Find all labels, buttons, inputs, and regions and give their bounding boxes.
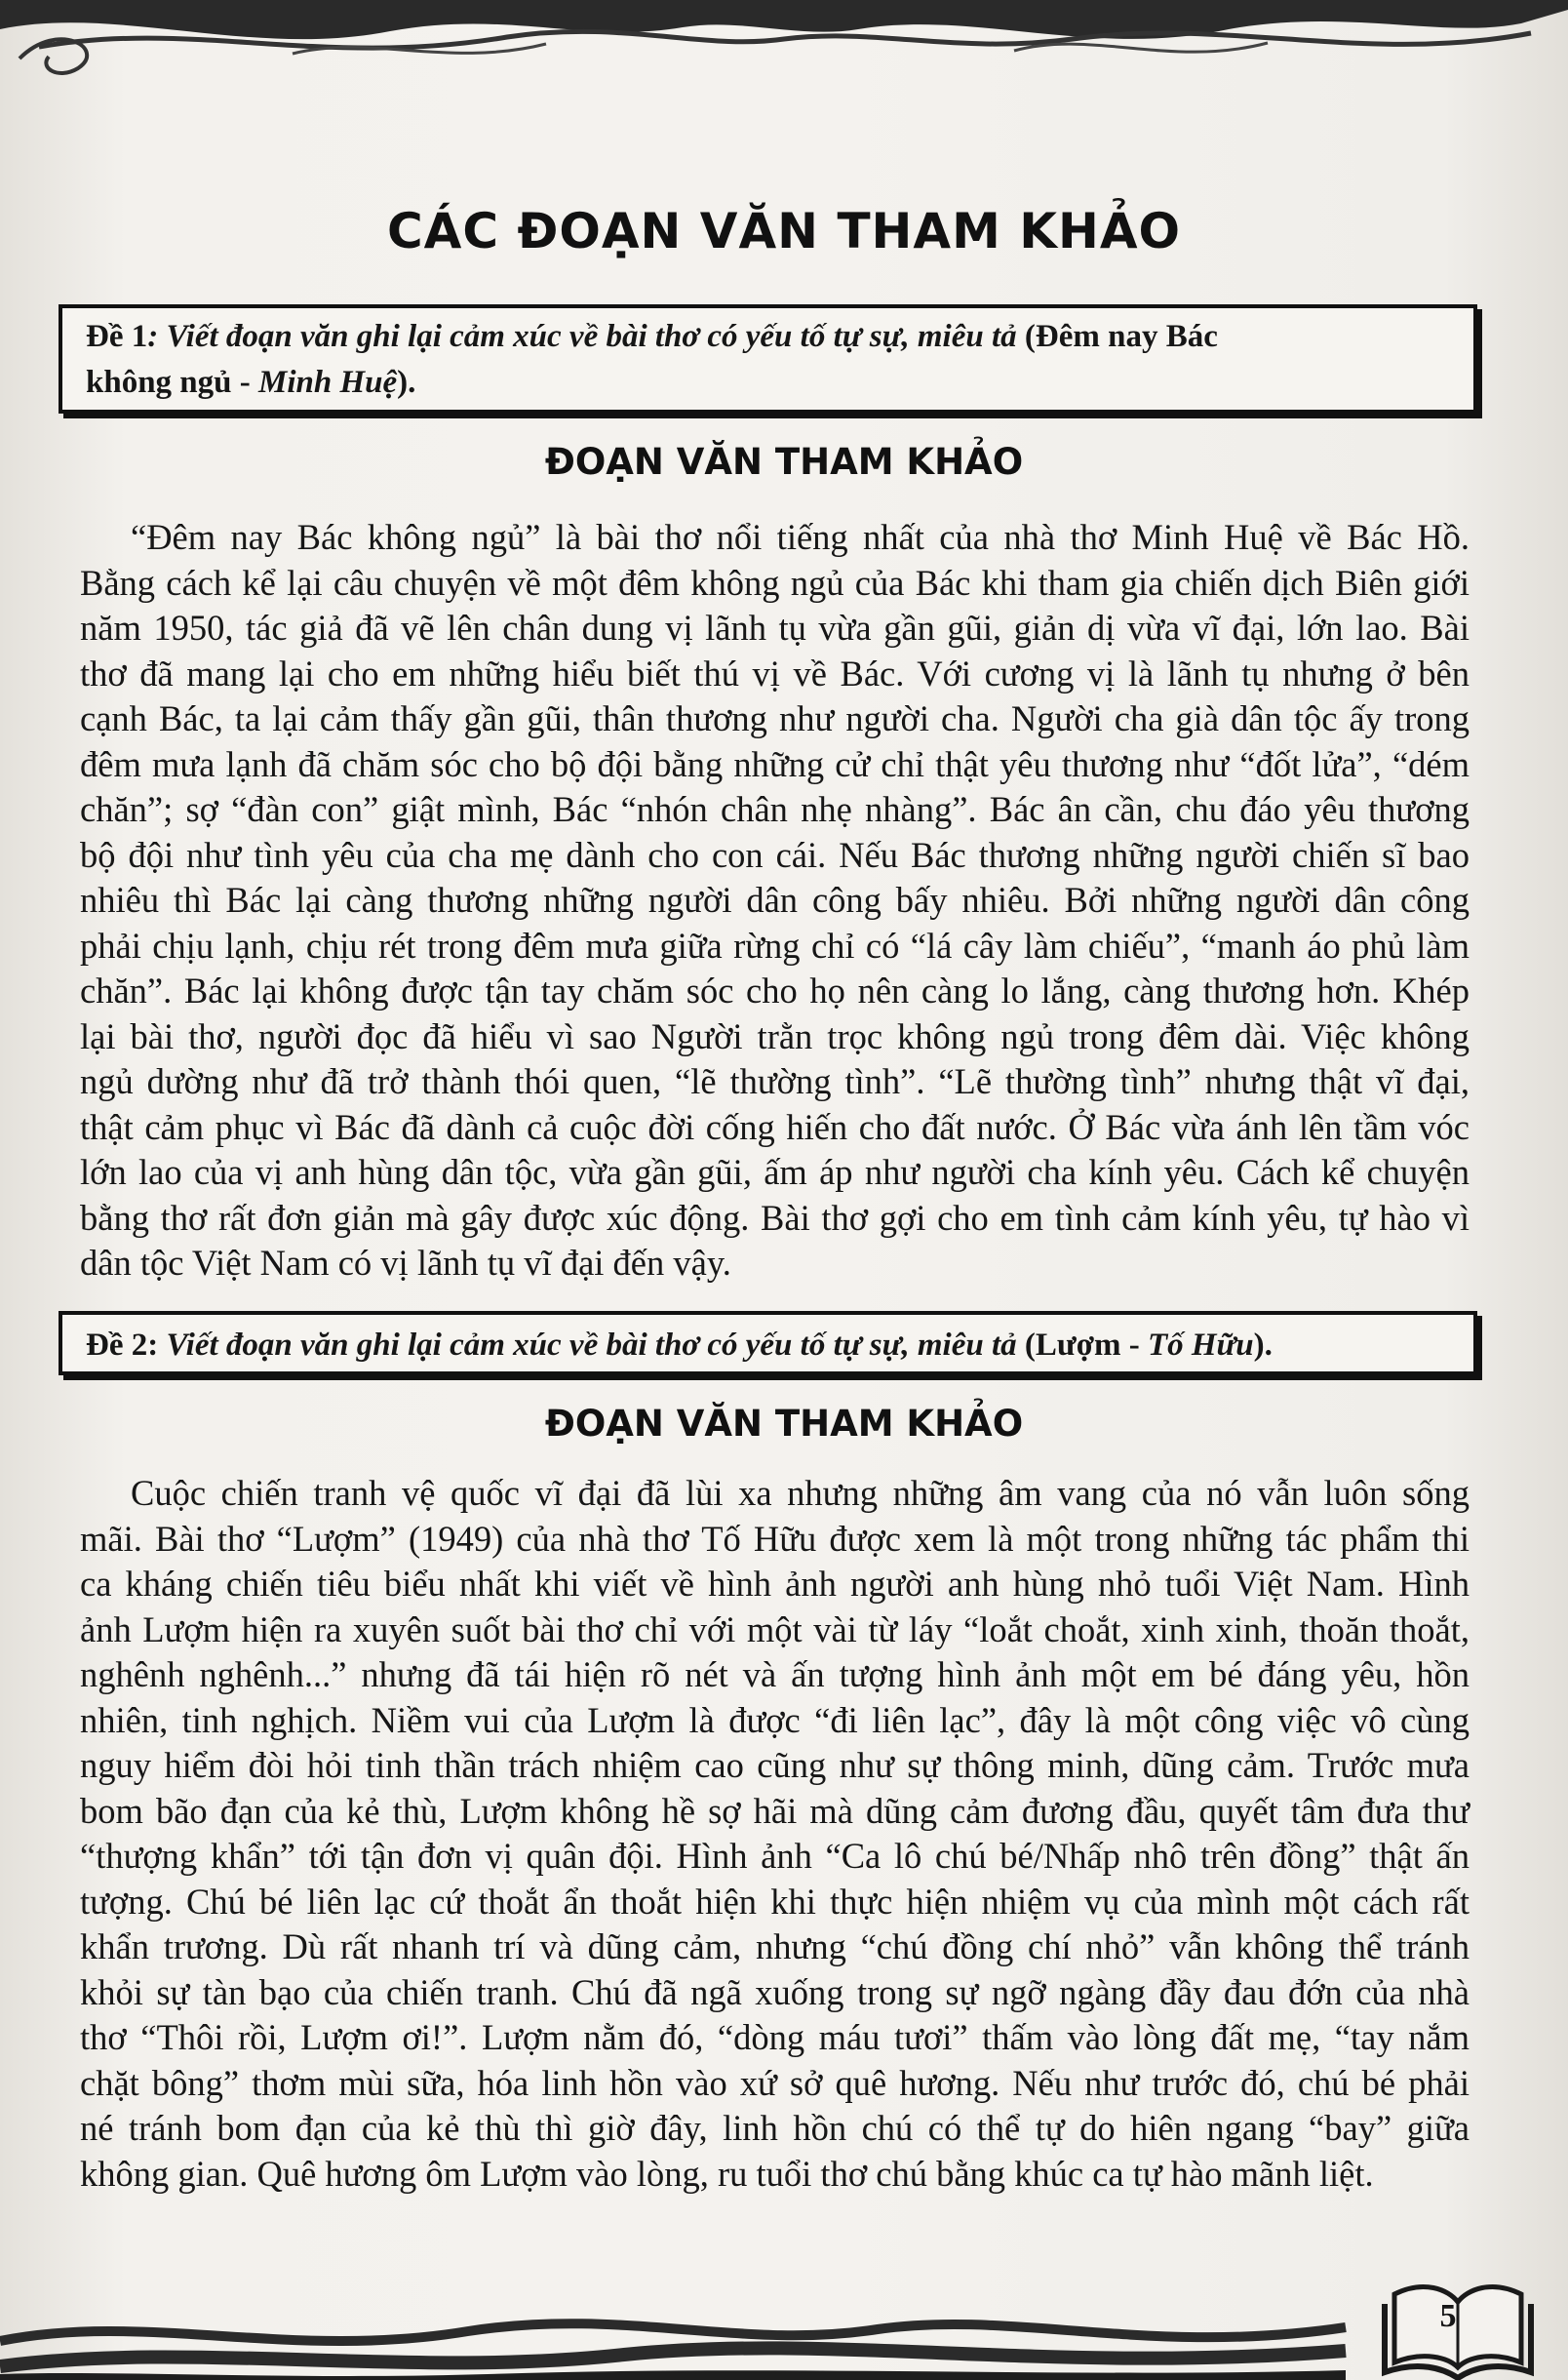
prompt-box-1 bbox=[59, 304, 1477, 414]
paragraph-line: thơ đã mang lại cho em những hiểu biết thú vị về Bác. Với cương vị là lãnh tụ nhưng ở bên bbox=[80, 653, 1470, 694]
paragraph-line: nhiên, tinh nghịch. Niềm vui của Lượm là được “đi liên lạc”, đây là một công việc vô cùng bbox=[80, 1699, 1470, 1740]
paragraph-line: bằng thơ rất đơn giản mà gây được xúc động. Bài thơ gợi cho em tình cảm kính yêu, tự hào vì bbox=[80, 1197, 1470, 1238]
paragraph-line: lớn lao của vị anh hùng dân tộc, vừa gần gũi, ấm áp như người cha kính yêu. Cách kể chuyện bbox=[80, 1152, 1470, 1192]
prompt-2-author: Tố Hữu bbox=[1147, 1328, 1254, 1363]
paragraph-line: chặt bông” thơm mùi sữa, hóa linh hồn vào xứ sở quê hương. Nếu như trước đó, chú bé phải bbox=[80, 2062, 1470, 2103]
prompt-2-label: Đề 2: bbox=[86, 1328, 159, 1363]
paragraph-line: dân tộc Việt Nam có vị lãnh tụ vĩ đại đến vậy. bbox=[80, 1243, 731, 1283]
top-ornament bbox=[0, 0, 1568, 88]
paragraph-line: “thượng khẩn” tới tận đơn vị quân đội. Hình ảnh “Ca lô chú bé/Nhấp nhô trên đồng” thật ấn bbox=[80, 1836, 1470, 1876]
paragraph-line: Bằng cách kể lại câu chuyện về một đêm không ngủ của Bác khi tham gia chiến dịch Biên giới bbox=[80, 562, 1470, 603]
paragraph-line: ảnh Lượm hiện ra xuyên suốt bài thơ chỉ với một vài từ láy “loắt choắt, xinh xinh, thoăn thoắt, bbox=[80, 1608, 1470, 1649]
paragraph-line: phải chịu lạnh, chịu rét trong đêm mưa giữa rừng chỉ có “lá cây làm chiếu”, “manh áo phủ làm bbox=[80, 925, 1470, 966]
paragraph-line: nghênh nghênh...” nhưng đã tái hiện rõ nét và ấn tượng hình ảnh một em bé đáng yêu, hồn bbox=[80, 1654, 1470, 1694]
paragraph-line: ca kháng chiến tiêu biểu nhất khi viết về hình ảnh người anh hùng nhỏ tuổi Việt Nam. Hình bbox=[80, 1564, 1470, 1604]
paragraph-line: chăn”. Bác lại không được tận tay chăm sóc cho họ nên càng lo lắng, càng thương hơn. Khép bbox=[80, 971, 1470, 1011]
paragraph-2 bbox=[80, 1471, 1470, 2197]
paragraph-line: né tránh bom đạn của kẻ thù thì giờ đây, linh hồn chú có thể tự do hiên ngang “bay” giữa bbox=[80, 2108, 1470, 2148]
paragraph-line: đêm mưa lạnh đã chăm sóc cho bộ đội bằng những cử chỉ thật yêu thương như “đốt lửa”, “dém bbox=[80, 743, 1470, 784]
prompt-1-author: Minh Huệ bbox=[258, 365, 398, 400]
paragraph-line: “Đêm nay Bác không ngủ” là bài thơ nổi tiếng nhất của nhà thơ Minh Huệ về Bác Hồ. bbox=[131, 517, 1470, 557]
paragraph-line: khẩn trương. Dù rất nhanh trí và dũng cảm, nhưng “chú đồng chí nhỏ” vẫn không thể tránh bbox=[80, 1926, 1470, 1966]
paragraph-line: thơ “Thôi rồi, Lượm ơi!”. Lượm nằm đó, “dòng máu tươi” thấm vào lòng đất mẹ, “tay nắm bbox=[80, 2017, 1470, 2057]
prompt-1-text: : Viết đoạn văn ghi lại cảm xúc về bài thơ có yếu tố tự sự, miêu tả bbox=[147, 319, 1017, 354]
paragraph-line: lại bài thơ, người đọc đã hiểu vì sao Người trằn trọc không ngủ trong đêm dài. Việc không bbox=[80, 1015, 1470, 1056]
paragraph-line: Cuộc chiến tranh vệ quốc vĩ đại đã lùi xa nhưng những âm vang của nó vẫn luôn sống bbox=[131, 1473, 1470, 1513]
paragraph-line: ngủ dường như đã trở thành thói quen, “lẽ thường tình”. “Lẽ thường tình” nhưng thật vĩ đại, bbox=[80, 1061, 1470, 1101]
paragraph-line: nhiêu thì Bác lại càng thương những người dân công bấy nhiêu. Bởi những người dân công bbox=[80, 880, 1470, 920]
prompt-1-work-open: (Đêm nay Bác bbox=[1016, 319, 1218, 354]
section-heading-1: ĐOẠN VĂN THAM KHẢO bbox=[544, 441, 1024, 483]
page-title: CÁC ĐOẠN VĂN THAM KHẢO bbox=[386, 203, 1182, 259]
paragraph-line: khỏi sự tàn bạo của chiến tranh. Chú đã ngã xuống trong sự ngỡ ngàng đầy đau đớn của nhà bbox=[80, 1971, 1470, 2012]
prompt-2-work-open: (Lượm - bbox=[1016, 1328, 1148, 1363]
paragraph-line: nguy hiểm đòi hỏi tinh thần trách nhiệm cao cũng như sự thông minh, dũng cảm. Trước mưa bbox=[80, 1745, 1470, 1785]
paragraph-line: thật cảm phục vì Bác đã dành cả cuộc đời cống hiến cho đất nước. Ở Bác vừa ánh lên tầm vóc bbox=[80, 1106, 1470, 1147]
paragraph-line: chăn”; sợ “đàn con” giật mình, Bác “nhón chân nhẹ nhàng”. Bác ân cần, chu đáo yêu thương bbox=[80, 789, 1470, 829]
prompt-box-2 bbox=[59, 1311, 1477, 1375]
prompt-2-work-close: ). bbox=[1253, 1328, 1273, 1363]
paragraph-line: bom bão đạn của kẻ thù, Lượm không hề sợ hãi mà dũng cảm đương đầu, quyết tâm đưa thư bbox=[80, 1790, 1470, 1831]
paragraph-line: năm 1950, tác giả đã vẽ lên chân dung vị lãnh tụ vừa gần gũi, giản dị vừa vĩ đại, lớn lao. Bài bbox=[80, 608, 1470, 648]
paragraph-1 bbox=[80, 515, 1470, 1287]
prompt-1-label: Đề 1 bbox=[86, 319, 148, 354]
paragraph-line: tượng. Chú bé liên lạc cứ thoắt ẩn thoắt hiện khi thực hiện nhiệm vụ của mình một cách rất bbox=[80, 1881, 1470, 1922]
paragraph-line: không gian. Quê hương ôm Lượm vào lòng, ru tuổi thơ chú bằng khúc ca tự hào mãnh liệt. bbox=[80, 2153, 1374, 2194]
paragraph-line: cạnh Bác, ta lại cảm thấy gần gũi, thân thương như người cha. Người cha già dân tộc ấy trong bbox=[80, 698, 1470, 738]
page-number: 5 bbox=[1439, 2298, 1457, 2334]
paragraph-line: bộ đội như tình yêu của cha mẹ dành cho con cái. Nếu Bác thương những người chiến sĩ bao bbox=[80, 834, 1470, 875]
bottom-ornament bbox=[0, 2273, 1568, 2380]
paragraph-line: mãi. Bài thơ “Lượm” (1949) của nhà thơ Tố Hữu được xem là một trong những tác phẩm thi bbox=[80, 1518, 1470, 1559]
prompt-1-work-close: ). bbox=[397, 365, 416, 400]
section-heading-2: ĐOẠN VĂN THAM KHẢO bbox=[544, 1403, 1024, 1445]
prompt-2-text: Viết đoạn văn ghi lại cảm xúc về bài thơ có yếu tố tự sự, miêu tả bbox=[158, 1328, 1017, 1363]
prompt-1-work-line2: không ngủ - bbox=[86, 365, 259, 400]
